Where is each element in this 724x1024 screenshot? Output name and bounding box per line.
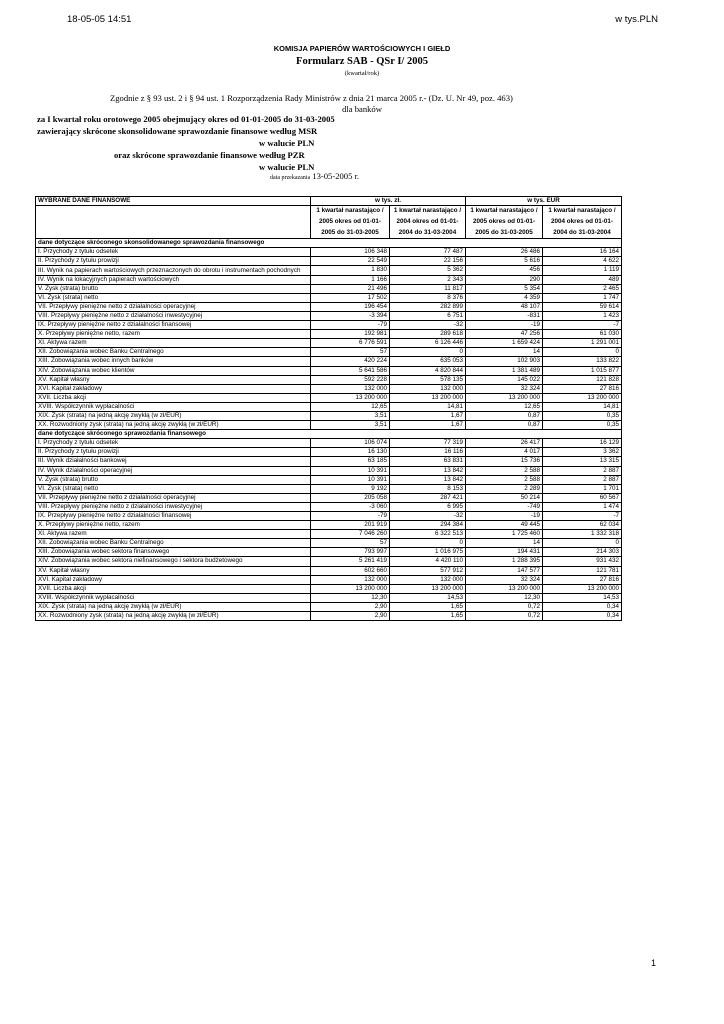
table-row xyxy=(36,502,622,511)
row-value: 4 420 110 xyxy=(390,557,466,566)
row-value: -7 xyxy=(543,321,622,330)
row-label: IV. Wynik na lokacyjnych papierach wartościowych xyxy=(36,275,311,284)
table-row xyxy=(36,366,622,375)
row-value: 287 421 xyxy=(390,493,466,502)
row-value: 2 887 xyxy=(543,466,622,475)
row-label: XX. Rozwodniony zysk (strata) na jedną akcję zwykłą (w zł/EUR) xyxy=(36,612,311,621)
row-label: XII. Zobowiązania wobec Banku Centralnego xyxy=(36,348,311,357)
row-value: 196 454 xyxy=(311,302,390,311)
table-row xyxy=(36,393,622,402)
row-label: XII. Zobowiązania wobec Banku Centralnego xyxy=(36,539,311,548)
row-value: 60 567 xyxy=(543,493,622,502)
row-value: -19 xyxy=(466,321,543,330)
row-value: 48 107 xyxy=(466,302,543,311)
group-header-pln: w tys. zł. xyxy=(311,197,466,206)
table-row xyxy=(36,384,622,393)
row-value: 62 034 xyxy=(543,521,622,530)
table-row xyxy=(36,584,622,593)
row-value: 50 214 xyxy=(466,493,543,502)
submission-date-label: data przekazania xyxy=(270,175,311,181)
row-value: 13 200 000 xyxy=(311,584,390,593)
row-value: 420 224 xyxy=(311,357,390,366)
row-value: 1 725 460 xyxy=(466,530,543,539)
table-row xyxy=(36,257,622,266)
row-value: 13 200 000 xyxy=(311,393,390,402)
row-value: 6 751 xyxy=(390,311,466,320)
row-value: 282 899 xyxy=(390,302,466,311)
table-row xyxy=(36,402,622,411)
table-row xyxy=(36,330,622,339)
row-label: VI. Zysk (strata) netto xyxy=(36,293,311,302)
section-title-consolidated: dane dotyczące skróconego skonsolidowanego sprawozdania finansowego xyxy=(36,239,622,248)
table-row xyxy=(36,421,622,430)
table-row xyxy=(36,512,622,521)
row-value: 13 200 000 xyxy=(543,584,622,593)
row-value: -3 394 xyxy=(311,311,390,320)
intro-text: Zgodnie z § 93 ust. 2 i § 94 ust. 1 Rozporządzenia Rady Ministrów z dnia 21 marca 2005 r.- (Dz. U. Nr 49, poz. 463) xyxy=(110,93,513,103)
row-value: 0 xyxy=(543,348,622,357)
table-row xyxy=(36,548,622,557)
row-value: 0 xyxy=(543,539,622,548)
row-label: XVIII. Współczynnik wypłacalności xyxy=(36,402,311,411)
row-label: XV. Kapitał własny xyxy=(36,375,311,384)
row-value: 12,65 xyxy=(466,402,543,411)
row-value: 102 903 xyxy=(466,357,543,366)
table-row xyxy=(36,530,622,539)
row-label: XIX. Zysk (strata) na jedną akcję zwykłą (w zł/EUR) xyxy=(36,602,311,611)
row-value: 14 xyxy=(466,539,543,548)
table-row xyxy=(36,411,622,420)
row-label: XI. Aktywa razem xyxy=(36,530,311,539)
row-value: 1 015 877 xyxy=(543,366,622,375)
row-value: 2 289 xyxy=(466,484,543,493)
row-value: 2 588 xyxy=(466,475,543,484)
row-value: 2 887 xyxy=(543,475,622,484)
for-banks: dla banków xyxy=(342,104,382,114)
row-value: 0,35 xyxy=(543,421,622,430)
row-label: I. Przychody z tytułu odsetek xyxy=(36,248,311,257)
row-value: 0,72 xyxy=(466,612,543,621)
row-value: 192 981 xyxy=(311,330,390,339)
row-value: 1 332 318 xyxy=(543,530,622,539)
row-label: II. Przychody z tytułu prowizji xyxy=(36,448,311,457)
row-value: 205 058 xyxy=(311,493,390,502)
row-label: IV. Wynik działalności operacyjnej xyxy=(36,466,311,475)
row-value: 0 xyxy=(390,539,466,548)
column-header: 1 kwartał narastająco / 2005 okres od 01-01-2005 do 31-03-2005 xyxy=(311,206,390,239)
row-value: -749 xyxy=(466,502,543,511)
table-row xyxy=(36,575,622,584)
row-value: 14,81 xyxy=(390,402,466,411)
row-value: 15 736 xyxy=(466,457,543,466)
row-value: 14,53 xyxy=(543,593,622,602)
row-value: 12,30 xyxy=(311,593,390,602)
row-value: 577 912 xyxy=(390,566,466,575)
report-pzr-line: oraz skrócone sprawozdanie finansowe według PZR xyxy=(114,150,305,160)
column-header: 1 kwartał narastająco / 2004 okres od 01-01-2004 do 31-03-2004 xyxy=(543,206,622,239)
row-value: 1 423 xyxy=(543,311,622,320)
row-value: 47 256 xyxy=(466,330,543,339)
row-value: 456 xyxy=(466,266,543,275)
row-value: 0,34 xyxy=(543,602,622,611)
submission-date-value: 13-05-2005 r. xyxy=(312,171,360,181)
column-header: 1 kwartał narastająco / 2004 okres od 01-01-2004 do 31-03-2004 xyxy=(390,206,466,239)
row-label: VII. Przepływy pieniężne netto z działalności operacyjnej xyxy=(36,493,311,502)
row-value: 22 549 xyxy=(311,257,390,266)
standalone-rows xyxy=(36,439,622,621)
row-value: 12,30 xyxy=(466,593,543,602)
row-value: 489 xyxy=(543,275,622,284)
table-row xyxy=(36,602,622,611)
row-value: 121 828 xyxy=(543,375,622,384)
row-label: XVII. Liczba akcji xyxy=(36,584,311,593)
row-label: XIX. Zysk (strata) na jedną akcję zwykłą (w zł/EUR) xyxy=(36,411,311,420)
row-value: 6 776 591 xyxy=(311,339,390,348)
table-row xyxy=(36,275,622,284)
row-value: 77 487 xyxy=(390,248,466,257)
row-value: 6 995 xyxy=(390,502,466,511)
row-label: VII. Przepływy pieniężne netto z działalności operacyjnej xyxy=(36,302,311,311)
section-row xyxy=(36,430,622,439)
print-datetime: 18-05-05 14:51 xyxy=(67,14,132,25)
row-label: XVI. Kapitał zakładowy xyxy=(36,384,311,393)
row-value: 3,51 xyxy=(311,411,390,420)
row-value: 17 502 xyxy=(311,293,390,302)
row-value: 1 016 975 xyxy=(390,548,466,557)
column-header-row xyxy=(36,206,622,239)
row-value: -79 xyxy=(311,512,390,521)
table-row xyxy=(36,439,622,448)
table-row xyxy=(36,566,622,575)
row-value: 4 359 xyxy=(466,293,543,302)
report-msr-line: zawierający skrócone skonsolidowane sprawozdanie finansowe według MSR xyxy=(37,126,318,136)
table-row xyxy=(36,593,622,602)
row-label: III. Wynik na papierach wartościowych przeznaczonych do obrotu i instrumentach pochodnych xyxy=(36,266,311,275)
table-row xyxy=(36,375,622,384)
table-row xyxy=(36,339,622,348)
row-value: 57 xyxy=(311,348,390,357)
row-value: 10 391 xyxy=(311,466,390,475)
table-row xyxy=(36,484,622,493)
row-value: 201 919 xyxy=(311,521,390,530)
row-value: 578 135 xyxy=(390,375,466,384)
row-value: 13 842 xyxy=(390,466,466,475)
row-value: 1,67 xyxy=(390,421,466,430)
row-label: X. Przepływy pieniężne netto, razem xyxy=(36,330,311,339)
row-label: VIII. Przepływy pieniężne netto z działalności inwestycyjnej xyxy=(36,502,311,511)
row-value: 5 261 419 xyxy=(311,557,390,566)
table-row xyxy=(36,284,622,293)
row-value: 294 384 xyxy=(390,521,466,530)
row-value: 57 xyxy=(311,539,390,548)
row-value: 16 116 xyxy=(390,448,466,457)
row-label: IX. Przepływy pieniężne netto z działalności finansowej xyxy=(36,321,311,330)
row-value: 194 431 xyxy=(466,548,543,557)
row-label: XIV. Zobowiązania wobec klientów xyxy=(36,366,311,375)
row-label: X. Przepływy pieniężne netto, razem xyxy=(36,521,311,530)
row-value: 132 000 xyxy=(311,575,390,584)
table-row xyxy=(36,521,622,530)
financial-data-table xyxy=(35,196,622,621)
row-value: 1 747 xyxy=(543,293,622,302)
form-subtitle: (kwartał/rok) xyxy=(344,70,380,77)
row-label: VIII. Przepływy pieniężne netto z działalności inwestycyjnej xyxy=(36,311,311,320)
row-value: 13 200 000 xyxy=(390,584,466,593)
row-value: 4 820 844 xyxy=(390,366,466,375)
row-value: 1 166 xyxy=(311,275,390,284)
row-value: 2 465 xyxy=(543,284,622,293)
row-value: 27 816 xyxy=(543,384,622,393)
row-value: -79 xyxy=(311,321,390,330)
row-value: 59 614 xyxy=(543,302,622,311)
row-label: III. Wynik działalności bankowej xyxy=(36,457,311,466)
row-value: -32 xyxy=(390,321,466,330)
table-row xyxy=(36,493,622,502)
column-header: 1 kwartał narastająco / 2005 okres od 01-01-2005 do 31-03-2005 xyxy=(466,206,543,239)
report-period-line: za I kwartał roku orotowego 2005 obejmujący okres od 01-01-2005 do 31-03-2005 xyxy=(37,114,335,124)
row-value: 0 xyxy=(390,348,466,357)
row-value: 289 618 xyxy=(390,330,466,339)
section-title-standalone: dane dotyczące skróconego sprawozdania finansowego xyxy=(36,430,622,439)
row-label: XIII. Zobowiązania wobec innych banków xyxy=(36,357,311,366)
group-header-eur: w tys. EUR xyxy=(466,197,622,206)
table-row xyxy=(36,321,622,330)
row-value: -831 xyxy=(466,311,543,320)
table-row xyxy=(36,357,622,366)
row-value: -19 xyxy=(466,512,543,521)
row-value: 12,65 xyxy=(311,402,390,411)
row-value: 1 659 424 xyxy=(466,339,543,348)
row-value: 13 842 xyxy=(390,475,466,484)
row-value: 1 381 489 xyxy=(466,366,543,375)
row-value: 132 000 xyxy=(311,384,390,393)
row-value: 132 000 xyxy=(390,384,466,393)
row-value: 3,51 xyxy=(311,421,390,430)
row-value: 2,90 xyxy=(311,612,390,621)
consolidated-rows xyxy=(36,248,622,430)
row-value: 145 022 xyxy=(466,375,543,384)
row-value: 1 474 xyxy=(543,502,622,511)
row-value: 121 781 xyxy=(543,566,622,575)
table-row xyxy=(36,466,622,475)
table-title: WYBRANE DANE FINANSOWE xyxy=(36,197,311,206)
row-value: 2 343 xyxy=(390,275,466,284)
row-value: 592 228 xyxy=(311,375,390,384)
row-value: -7 xyxy=(543,512,622,521)
row-value: 63 185 xyxy=(311,457,390,466)
row-label: XIV. Zobowiązania wobec sektora niefinansowego i sektora budżetowego xyxy=(36,557,311,566)
row-value: 106 348 xyxy=(311,248,390,257)
table-row xyxy=(36,557,622,566)
row-value: 21 496 xyxy=(311,284,390,293)
form-title: Formularz SAB - QSr I/ 2005 xyxy=(296,56,428,67)
row-value: 22 156 xyxy=(390,257,466,266)
row-value: 1 291 001 xyxy=(543,339,622,348)
row-value: 49 445 xyxy=(466,521,543,530)
row-value: 2 588 xyxy=(466,466,543,475)
table-row xyxy=(36,457,622,466)
row-label: XI. Aktywa razem xyxy=(36,339,311,348)
submission-date xyxy=(270,171,359,181)
row-value: 1,65 xyxy=(390,602,466,611)
row-value: 602 660 xyxy=(311,566,390,575)
row-value: 0,34 xyxy=(543,612,622,621)
row-value: 4 622 xyxy=(543,257,622,266)
row-value: 6 322 513 xyxy=(390,530,466,539)
row-value: 13 200 000 xyxy=(390,393,466,402)
row-value: 1,65 xyxy=(390,612,466,621)
row-value: 931 432 xyxy=(543,557,622,566)
row-value: 61 030 xyxy=(543,330,622,339)
row-value: 106 074 xyxy=(311,439,390,448)
row-value: 5 641 586 xyxy=(311,366,390,375)
table-row xyxy=(36,539,622,548)
row-label: XIII. Zobowiązania wobec sektora finansowego xyxy=(36,548,311,557)
row-value: 635 053 xyxy=(390,357,466,366)
row-value: 133 822 xyxy=(543,357,622,366)
row-value: 14,53 xyxy=(390,593,466,602)
row-value: 0,87 xyxy=(466,421,543,430)
row-value: 290 xyxy=(466,275,543,284)
row-value: 63 831 xyxy=(390,457,466,466)
row-value: 3 362 xyxy=(543,448,622,457)
row-value: 0,35 xyxy=(543,411,622,420)
row-label: XV. Kapitał własny xyxy=(36,566,311,575)
row-value: 5 616 xyxy=(466,257,543,266)
row-value: 77 319 xyxy=(390,439,466,448)
table-row xyxy=(36,293,622,302)
row-value: 4 017 xyxy=(466,448,543,457)
row-value: 1,67 xyxy=(390,411,466,420)
table-row xyxy=(36,248,622,257)
row-value: 1 119 xyxy=(543,266,622,275)
row-label: XVI. Kapitał zakładowy xyxy=(36,575,311,584)
row-value: 132 000 xyxy=(390,575,466,584)
currency-label: w tys.PLN xyxy=(615,14,658,25)
row-label: XX. Rozwodniony zysk (strata) na jedną akcję zwykłą (w zł/EUR) xyxy=(36,421,311,430)
section-row xyxy=(36,239,622,248)
row-value: 13 200 000 xyxy=(466,584,543,593)
row-value: 14 xyxy=(466,348,543,357)
row-value: -32 xyxy=(390,512,466,521)
table-row xyxy=(36,348,622,357)
org-title: KOMISJA PAPIERÓW WARTOŚCIOWYCH I GIEŁD xyxy=(273,44,451,53)
row-value: 13 200 000 xyxy=(543,393,622,402)
table-row xyxy=(36,302,622,311)
row-value: 0,87 xyxy=(466,411,543,420)
row-value: 5 362 xyxy=(390,266,466,275)
row-value: 1 830 xyxy=(311,266,390,275)
table-row xyxy=(36,612,622,621)
report-currency-line-2: w walucie PLN xyxy=(259,162,315,172)
column-header-blank xyxy=(36,206,311,239)
row-value: 13 315 xyxy=(543,457,622,466)
row-value: 8 153 xyxy=(390,484,466,493)
row-label: IX. Przepływy pieniężne netto z działalności finansowej xyxy=(36,512,311,521)
row-value: 16 130 xyxy=(311,448,390,457)
table-header-row xyxy=(36,197,622,206)
row-value: 793 997 xyxy=(311,548,390,557)
table-row xyxy=(36,311,622,320)
row-value: 11 817 xyxy=(390,284,466,293)
row-value: 26 486 xyxy=(466,248,543,257)
row-value: -3 060 xyxy=(311,502,390,511)
row-label: VI. Zysk (strata) netto xyxy=(36,484,311,493)
row-value: 27 816 xyxy=(543,575,622,584)
row-label: XVII. Liczba akcji xyxy=(36,393,311,402)
row-value: 13 200 000 xyxy=(466,393,543,402)
row-value: 14,81 xyxy=(543,402,622,411)
page-number: 1 xyxy=(650,958,656,968)
row-value: 7 046 260 xyxy=(311,530,390,539)
row-label: II. Przychody z tytułu prowizji xyxy=(36,257,311,266)
row-value: 32 324 xyxy=(466,575,543,584)
row-value: 1 701 xyxy=(543,484,622,493)
row-label: V. Zysk (strata) brutto xyxy=(36,475,311,484)
row-value: 214 303 xyxy=(543,548,622,557)
row-value: 0,72 xyxy=(466,602,543,611)
row-value: 16 129 xyxy=(543,439,622,448)
row-value: 147 577 xyxy=(466,566,543,575)
row-value: 10 391 xyxy=(311,475,390,484)
row-label: V. Zysk (strata) brutto xyxy=(36,284,311,293)
row-value: 1 288 395 xyxy=(466,557,543,566)
table-row xyxy=(36,266,622,275)
row-value: 9 192 xyxy=(311,484,390,493)
row-label: XVIII. Współczynnik wypłacalności xyxy=(36,593,311,602)
table-row xyxy=(36,475,622,484)
row-value: 16 164 xyxy=(543,248,622,257)
row-value: 6 126 446 xyxy=(390,339,466,348)
row-value: 26 417 xyxy=(466,439,543,448)
row-value: 8 376 xyxy=(390,293,466,302)
row-value: 32 324 xyxy=(466,384,543,393)
row-label: I. Przychody z tytułu odsetek xyxy=(36,439,311,448)
table-row xyxy=(36,448,622,457)
report-currency-line-1: w walucie PLN xyxy=(259,138,315,148)
row-value: 5 354 xyxy=(466,284,543,293)
row-value: 2,90 xyxy=(311,602,390,611)
